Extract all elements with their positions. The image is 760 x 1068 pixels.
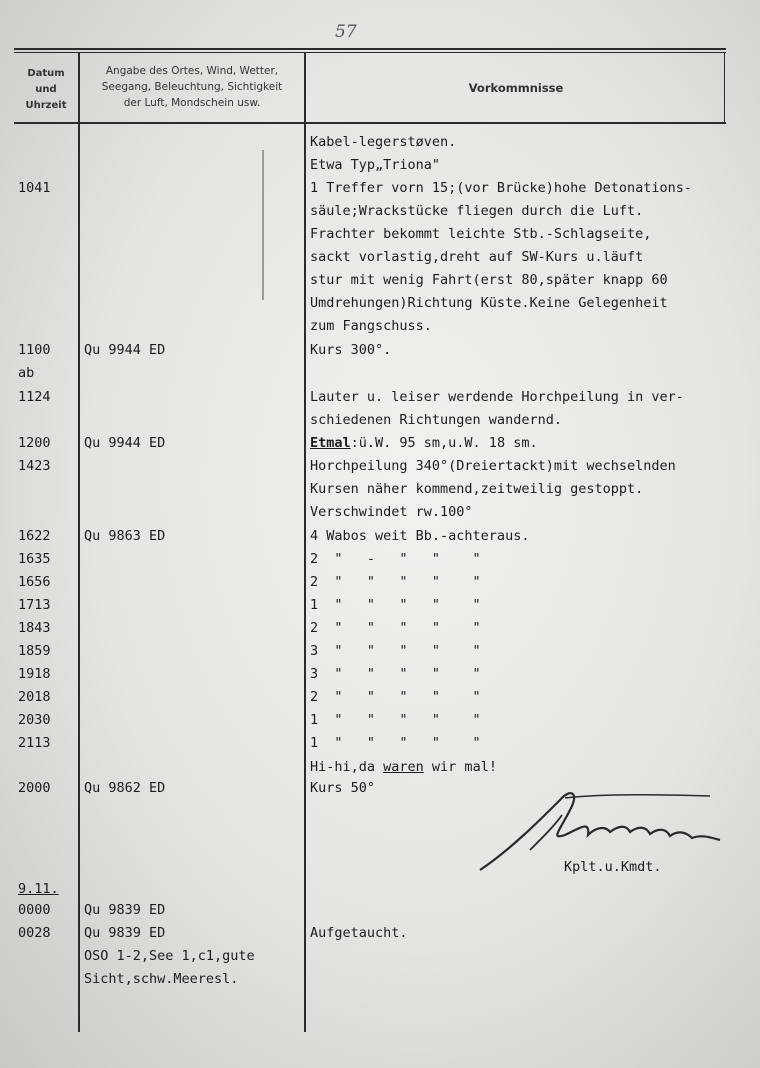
header-place-line: Angabe des Ortes, Wind, Wetter, [105,65,279,77]
etmal-value: :ü.W. 95 sm,u.W. 18 sm. [350,435,538,451]
event-text: 3 " " " " " [310,666,481,682]
time-cell: 0028 [18,925,51,941]
time-cell: 2018 [18,689,51,705]
time-cell: 1918 [18,666,51,682]
header-place-line: der Luft, Mondschein usw. [123,97,261,109]
header-place-line: Seegang, Beleuchtung, Sichtigkeit [101,81,283,93]
remark-start: Hi-hi,da [310,759,384,775]
column-divider-place [304,52,306,1032]
event-text: schiedenen Richtungen wandernd. [310,412,562,428]
time-cell: 2000 [18,780,51,796]
event-text: stur mit wenig Fahrt(erst 80,später knapp 60 [310,272,668,288]
weather-cell: Sicht,schw.Meeresl. [84,971,239,987]
top-rule [14,48,726,50]
time-cell: 1124 [18,389,51,405]
header-date-line: Uhrzeit [25,100,67,111]
event-text: 2 " " " " " [310,620,481,636]
position-cell: Qu 9839 ED [84,925,166,941]
time-cell: 1041 [18,180,51,196]
time-cell: 2113 [18,735,51,751]
event-text: Kursen näher kommend,zeitweilig gestoppt. [310,481,644,497]
weather-cell: OSO 1-2,See 1,c1,gute [84,948,255,964]
event-text: Verschwindet rw.100° [310,504,473,520]
etmal-label: Etmal [310,435,351,451]
time-cell: 1859 [18,643,51,659]
time-cell: 2030 [18,712,51,728]
remark-underlined: waren [383,759,424,775]
event-text: Umdrehungen)Richtung Küste.Keine Gelegenheit [310,295,668,311]
time-cell: ab [18,365,35,381]
event-text: 2 " " " " " [310,689,481,705]
time-cell: 1656 [18,574,51,590]
time-cell: 1713 [18,597,51,613]
header-date-column [14,66,78,114]
event-text: Frachter bekommt leichte Stb.-Schlagseite, [310,226,652,242]
event-text: 4 Wabos weit Bb.-achteraus. [310,528,530,544]
position-cell: Qu 9944 ED [84,435,166,451]
time-cell: 1843 [18,620,51,636]
faint-pencil-mark [262,150,264,300]
header-place-column [80,63,304,111]
remark-end: wir mal! [423,759,497,775]
time-cell: 1100 [18,342,51,358]
top-rule-thin [14,52,726,53]
event-text: 1 " " " " " [310,712,481,728]
position-cell: Qu 9863 ED [84,528,166,544]
event-text: 2 " - " " " [310,551,481,567]
time-cell: 1200 [18,435,51,451]
event-text: Kurs 50° [310,780,376,796]
position-cell: Qu 9839 ED [84,902,166,918]
event-text: Kurs 300°. [310,342,392,358]
time-cell: 1622 [18,528,51,544]
event-text [310,756,730,779]
page-number: 57 [335,22,357,42]
signature-caption: Kplt.u.Kmdt. [564,859,662,875]
position-cell: Qu 9862 ED [84,780,166,796]
event-text: Aufgetaucht. [310,925,408,941]
event-text: sackt vorlastig,dreht auf SW-Kurs u.läuft [310,249,644,265]
time-cell: 1423 [18,458,51,474]
time-cell: 0000 [18,902,51,918]
position-cell: Qu 9944 ED [84,342,166,358]
header-date-line: und [35,84,57,95]
event-text [310,432,730,455]
event-text: 1 " " " " " [310,735,481,751]
event-text: zum Fangschuss. [310,318,432,334]
event-text: Etwa Typ„Triona" [310,157,441,173]
header-rule [14,122,304,124]
event-text: Lauter u. leiser werdende Horchpeilung in ver- [310,389,684,405]
event-text: 1 " " " " " [310,597,481,613]
header-rule-right [304,122,726,124]
event-text: säule;Wrackstücke fliegen durch die Luft. [310,203,644,219]
date-cell: 9.11. [18,881,59,897]
event-text: Horchpeilung 340°(Dreiertackt)mit wechselnden [310,458,676,474]
event-text: 3 " " " " " [310,643,481,659]
header-date-line: Datum [27,68,65,79]
time-cell: 1635 [18,551,51,567]
column-divider-date [78,52,80,1032]
event-text: Kabel-legerstøven. [310,134,457,150]
header-events-column: Vorkommnisse [468,81,564,95]
event-text: 2 " " " " " [310,574,481,590]
event-text: 1 Treffer vorn 15;(vor Brücke)hohe Detonations- [310,180,693,196]
